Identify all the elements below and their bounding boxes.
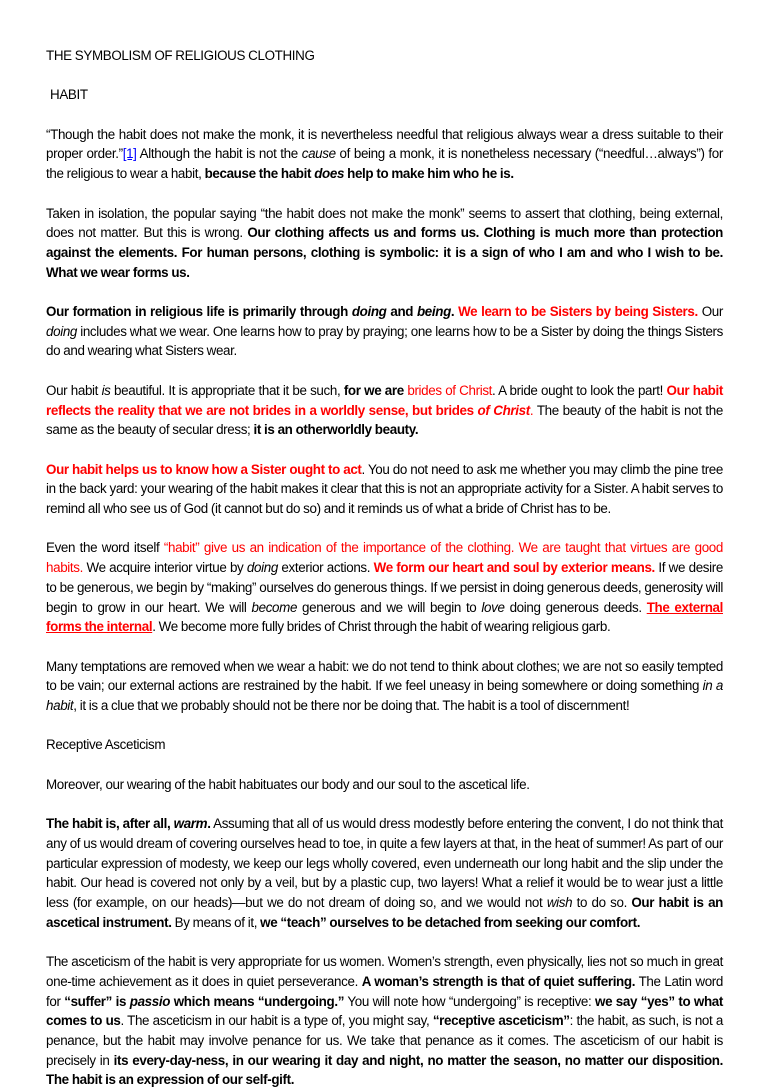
text-run: become: [251, 599, 298, 615]
text-run: : the habit, as such, is not a penance, but the habit may involve penance for us. We take that penance as it comes. The asceticism of our habit is precisely in: [46, 1013, 723, 1068]
text-run: Assuming that all of us would dress modestly before entering the convent, I do not think that any of us would dream of covering ourselves head to toe, in quite a few layers at that, in the heat of summer! As part of our particular expression of modesty, we keep our legs wholly covered, even underneath our long habit and the slip under the habit. Our head is covered not only by a veil, but by a plastic cup, two layers! What a relief it would be to wear just a little less (for example, on our heads)—but we do not dream of doing so, and we would not: [46, 816, 723, 911]
text-run: Even the word itself: [46, 540, 164, 556]
text-run: We learn to be Sisters by being Sisters.: [458, 304, 698, 320]
paragraph: [46, 814, 723, 932]
text-run: includes what we wear. One learns how to pray by praying; one learns how to be a Sister by doing the things Sisters do and wearing what Sisters wear.: [46, 323, 723, 359]
text-run: Our habit reflects the reality that we are not brides in a worldly sense, but brides: [46, 382, 723, 418]
text-run: wish: [546, 895, 573, 911]
document-title: THE SYMBOLISM OF RELIGIOUS CLOTHING: [46, 48, 315, 63]
text-run: is: [101, 382, 111, 398]
text-run: We form our heart and soul by exterior means.: [373, 560, 655, 576]
text-run: “Though the habit does not make the monk, it is nevertheless needful that religious always wear a dress suitable to their proper order.”: [46, 126, 723, 162]
document-page: [46, 46, 723, 1090]
text-run: , it is a clue that we probably should not be there nor be doing that. The habit is a tool of discernment!: [73, 698, 630, 714]
text-run: of Christ: [477, 402, 530, 418]
text-run: The beauty of the habit is not the same as the beauty of secular dress;: [46, 402, 723, 438]
text-run: Many temptations are removed when we wear a habit: we do not tend to think about clothes; we are not so easily tempted to be vain; our external actions are restrained by the habit. If we feel uneasy in being somewhere or doing something: [46, 658, 723, 694]
text-run: The Latin word for: [46, 973, 724, 1009]
text-run: . The asceticism in our habit is a type of, you might say,: [120, 1013, 433, 1029]
paragraph: [46, 538, 723, 637]
text-run: Taken in isolation, the popular saying “the habit does not make the monk” seems to assert that clothing, being external, does not matter. But this is wrong.: [46, 205, 723, 241]
text-run: of being a monk, it is nonetheless necessary (“needful…always”) for the religious to wear a habit,: [46, 146, 723, 182]
text-run: .: [207, 816, 211, 832]
text-run: .: [529, 402, 534, 418]
text-run: “receptive asceticism”: [432, 1013, 570, 1029]
paragraph: [46, 775, 723, 795]
text-run: Our habit is an ascetical instrument.: [46, 895, 723, 930]
text-run: By means of it,: [171, 914, 261, 930]
text-run: help to make him who he is.: [344, 166, 514, 182]
text-run: and: [386, 304, 417, 320]
text-run: . We become more fully brides of Christ through the habit of wearing religious garb.: [152, 619, 611, 635]
section-heading-habit: HABIT: [50, 87, 88, 103]
text-run: Moreover, our wearing of the habit habituates our body and our soul to the ascetical life.: [46, 776, 530, 792]
text-run: doing: [351, 304, 387, 320]
text-run: beautiful. It is appropriate that it be such,: [110, 382, 344, 398]
paragraph: [46, 657, 723, 716]
paragraph: [46, 302, 723, 361]
text-run: we “teach” ourselves to be detached from seeking our comfort.: [260, 914, 641, 930]
text-run: brides of Christ: [407, 382, 493, 398]
text-run: cause: [301, 146, 336, 162]
text-run: .: [450, 304, 459, 320]
paragraph: [46, 204, 723, 283]
text-run: . You do not need to ask me whether you may climb the pine tree in the back yard: your wearing of the habit makes it clear that this is not an appropriate activity for a Sister. A habit serves to remind all who see us of God (it cannot but do so) and it reminds us of what a bride of Christ has to be.: [46, 461, 724, 517]
text-run: in a habit: [46, 678, 724, 714]
section-heading-receptive-asceticism: Receptive Asceticism: [46, 737, 166, 753]
text-run: generous and we will begin to: [297, 599, 482, 615]
text-run: Our clothing affects us and forms us. Clothing is much more than protection against the elements. For human persons, clothing is symbolic: it is a sign of who I am and who I wish to be. What we wear forms us.: [46, 225, 723, 280]
text-run: love: [481, 599, 505, 615]
text-run: being: [416, 304, 451, 320]
text-run: . A bride ought to look the part!: [492, 382, 667, 398]
text-run: Although the habit is not the: [136, 146, 302, 162]
text-run: A woman’s strength is that of quiet suffering.: [361, 973, 636, 989]
text-run: doing: [246, 560, 278, 576]
text-run: Our habit helps us to know how a Sister ought to act: [46, 461, 362, 477]
paragraph: [46, 952, 723, 1090]
text-run: “habit” give us an indication of the importance of the clothing. We are taught that virtues are good habits.: [46, 540, 723, 576]
text-run: passio: [129, 993, 171, 1009]
paragraph: [46, 381, 723, 440]
text-run: to do so.: [572, 895, 632, 911]
text-run: doing generous deeds.: [504, 599, 647, 615]
text-run: it is an otherworldly beauty.: [253, 422, 419, 438]
text-run: Our habit: [46, 382, 102, 398]
paragraph: [46, 460, 723, 519]
text-run: The habit is, after all,: [46, 816, 174, 832]
text-run: “suffer” is: [64, 993, 130, 1009]
text-run: Our: [697, 304, 723, 320]
text-run: exterior actions.: [277, 560, 374, 576]
text-run: its every-day-ness, in our wearing it day and night, no matter the season, no matter our disposition. The habit is an expression of our self-gift.: [46, 1052, 723, 1088]
text-run: The external forms the internal: [46, 599, 723, 635]
text-run: The asceticism of the habit is very appropriate for us women. Women’s strength, even physically, lies not so much in great one-time achievement as it does in quiet perseverance.: [46, 954, 723, 989]
footnote-link[interactable]: [1]: [122, 146, 137, 162]
text-run: We acquire interior virtue by: [83, 560, 247, 576]
text-run: warm: [173, 816, 208, 832]
text-run: You will note how “undergoing” is receptive:: [344, 993, 596, 1009]
paragraph: [46, 125, 723, 184]
text-run: doing: [46, 323, 78, 339]
text-run: we say “yes” to what comes to us: [46, 993, 724, 1029]
text-run: If we desire to be generous, we begin by “making” ourselves do generous things. If we persist in doing generous deeds, generosity will begin to grow in our heart. We will: [46, 560, 723, 615]
text-run: Our formation in religious life is primarily through: [46, 304, 352, 320]
text-run: which means “undergoing.”: [170, 993, 345, 1009]
text-run: because the habit: [204, 166, 315, 182]
text-run: does: [314, 166, 345, 182]
text-run: for we are: [343, 382, 408, 398]
